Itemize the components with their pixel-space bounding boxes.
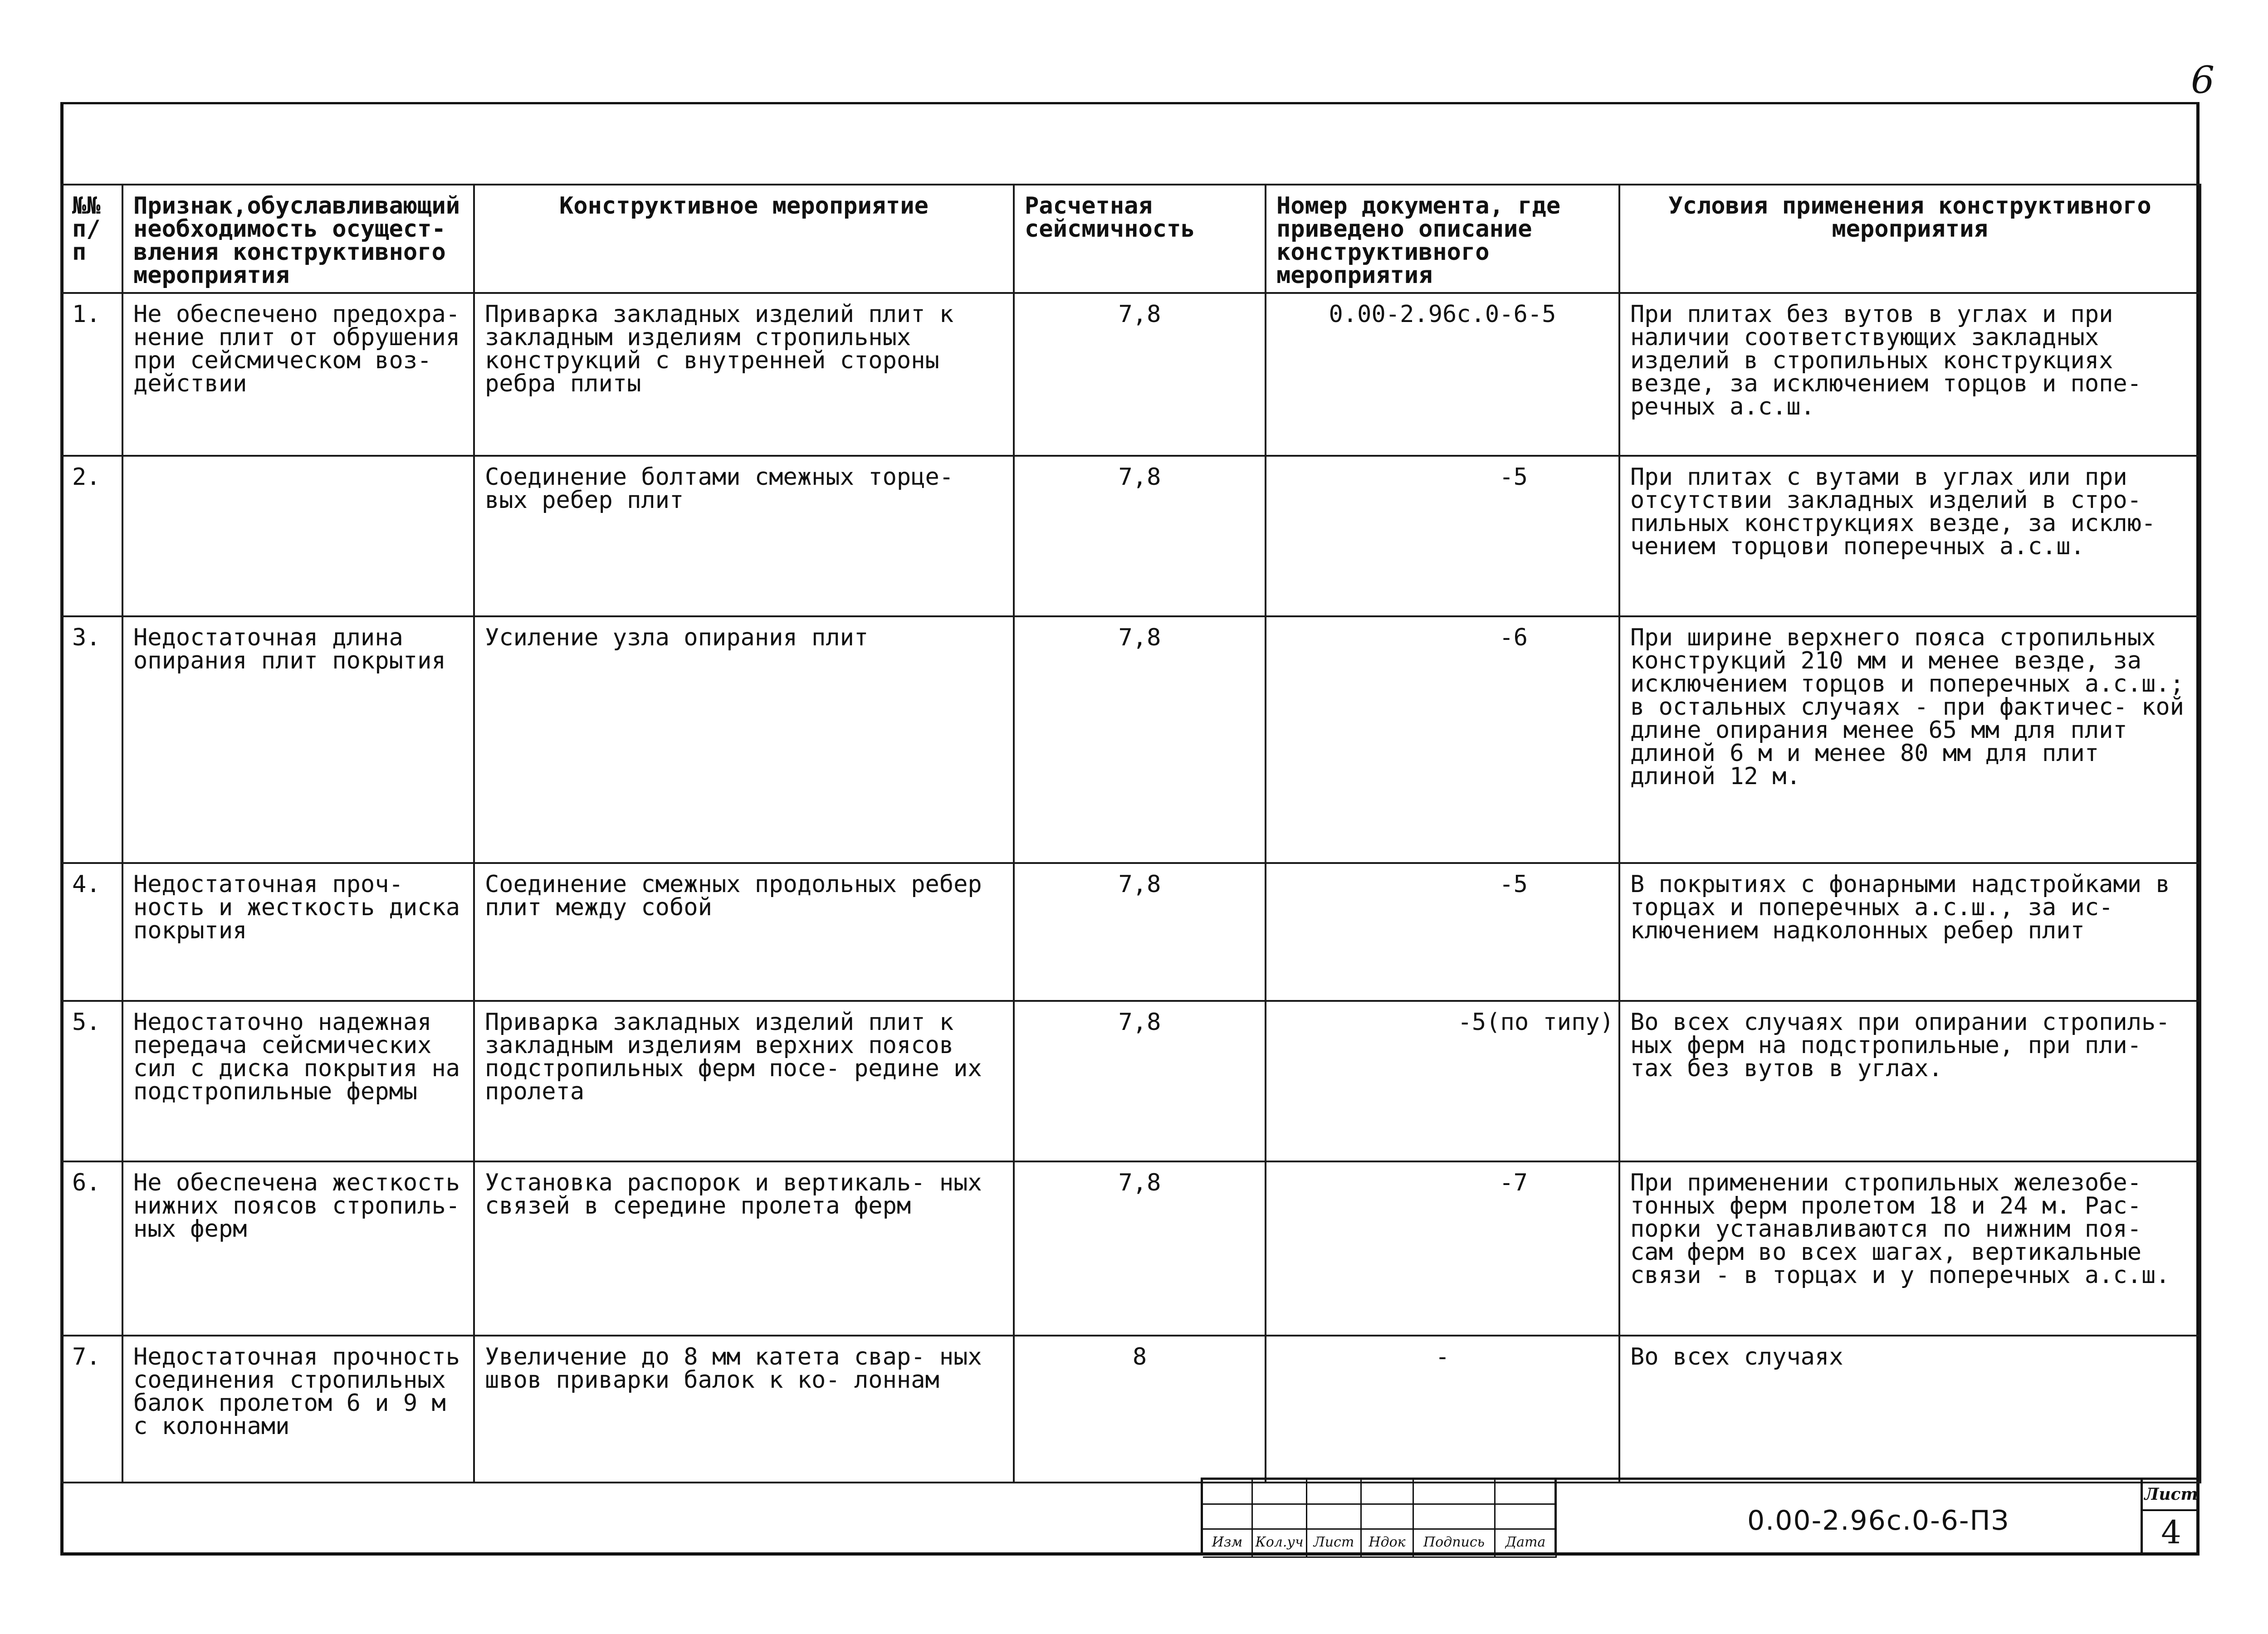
title-block [1201,1478,2200,1556]
row-sign [122,456,474,616]
table-header-row [61,185,2200,293]
row-conditions: При ширине верхнего пояса стропильных конструкций 210 мм и менее везде, за исключением торцов и поперечных а.с.ш.; в остальных случаях - при фактичес- кой длине опирания менее 65 мм для плит длиной 6 м и менее 80 мм для плит длиной 12 м. [1619,616,2200,863]
header-document: Номер документа, где приведено описание конструктивного мероприятия [1266,185,1619,293]
document-code: 0.00-2.96с.0-6-ПЗ [1747,1505,2010,1536]
stamp-label-signature: Подпись [1414,1530,1496,1558]
sheet-box [2141,1480,2200,1556]
stamp-label-sheet: Лист [1307,1530,1362,1558]
row-seismic: 7,8 [1014,863,1266,1001]
table-row [61,863,2200,1001]
row-document: -6 [1266,616,1619,863]
table-row [61,616,2200,863]
row-conditions: Во всех случаях при опирании стропиль- ных ферм на подстропильные, при пли- тах без вутов в углах. [1619,1001,2200,1161]
row-document: -7 [1266,1161,1619,1336]
table-row [61,1001,2200,1161]
header-number: №№ п/п [61,185,122,293]
row-number: 4. [61,863,122,1001]
row-measure: Соединение болтами смежных торце- вых ребер плит [474,456,1014,616]
row-document: -5 [1266,456,1619,616]
row-seismic: 7,8 [1014,293,1266,456]
row-seismic: 7,8 [1014,1001,1266,1161]
table-row [61,293,2200,456]
stamp-label-docnum: Ндок [1362,1530,1414,1558]
row-measure: Усиление узла опирания плит [474,616,1014,863]
row-sign: Недостаточная проч- ность и жесткость диска покрытия [122,863,474,1001]
revision-grid [1203,1480,1557,1556]
row-document: - [1266,1336,1619,1483]
row-sign: Недостаточная прочность соединения стропильных балок пролетом 6 и 9 м с колоннами [122,1336,474,1483]
row-conditions: В покрытиях с фонарными надстройками в торцах и поперечных а.с.ш., за ис- ключением надколонных ребер плит [1619,863,2200,1001]
header-seismic: Расчетная сейсмичность [1014,185,1266,293]
row-seismic: 7,8 [1014,616,1266,863]
sheet-value: 4 [2161,1514,2181,1551]
sheet-label: Лист [2143,1480,2200,1511]
table-row [61,456,2200,616]
row-document: 0.00-2.96с.0-6-5 [1266,293,1619,456]
row-number: 7. [61,1336,122,1483]
row-conditions: При применении стропильных железобе- тонных ферм пролетом 18 и 24 м. Рас- порки устанавливаются по нижним поя- сам ферм во всех шагах, вертикальные связи - в торцах и у поперечных а.с.ш. [1619,1161,2200,1336]
row-document: -5 [1266,863,1619,1001]
row-document: -5(по типу) [1266,1001,1619,1161]
stamp-label-change: Изм [1203,1530,1253,1558]
row-number: 1. [61,293,122,456]
row-sign: Не обеспечена жесткость нижних поясов стропиль- ных ферм [122,1161,474,1336]
row-conditions: При плитах без вутов в углах и при наличии соответствующих закладных изделий в стропильных конструкциях везде, за исключением торцов и попе- речных а.с.ш. [1619,293,2200,456]
stamp-label-date: Дата [1496,1530,1557,1558]
stamp-label-count: Кол.уч [1253,1530,1307,1558]
row-sign: Недостаточная длина опирания плит покрытия [122,616,474,863]
row-measure: Приварка закладных изделий плит к закладным изделиям стропильных конструкций с внутренней стороны ребра плиты [474,293,1014,456]
table-row [61,1336,2200,1483]
row-number: 6. [61,1161,122,1336]
measures-table [60,184,2201,1483]
page-number: 6 [2191,59,2215,102]
row-sign: Недостаточно надежная передача сейсмических сил с диска покрытия на подстропильные фермы [122,1001,474,1161]
row-conditions: Во всех случаях [1619,1336,2200,1483]
row-number: 2. [61,456,122,616]
header-sign: Признак,обуславливающий необходимость осущест- вления конструктивного мероприятия [122,185,474,293]
header-measure: Конструктивное мероприятие [474,185,1014,293]
row-measure: Установка распорок и вертикаль- ных связей в середине пролета ферм [474,1161,1014,1336]
row-number: 3. [61,616,122,863]
row-sign: Не обеспечено предохра- нение плит от обрушения при сейсмическом воз- действии [122,293,474,456]
row-number: 5. [61,1001,122,1161]
row-seismic: 7,8 [1014,1161,1266,1336]
row-seismic: 8 [1014,1336,1266,1483]
table-row [61,1161,2200,1336]
row-measure: Приварка закладных изделий плит к закладным изделиям верхних поясов подстропильных ферм посе- редине их пролета [474,1001,1014,1161]
row-seismic: 7,8 [1014,456,1266,616]
header-conditions: Условия применения конструктивного мероприятия [1619,185,2200,293]
row-conditions: При плитах с вутами в углах или при отсутствии закладных изделий в стро- пильных конструкциях везде, за исклю- чением торцови поперечных а.с.ш. [1619,456,2200,616]
row-measure: Соединение смежных продольных ребер плит между собой [474,863,1014,1001]
row-measure: Увеличение до 8 мм катета свар- ных швов приварки балок к ко- лоннам [474,1336,1014,1483]
